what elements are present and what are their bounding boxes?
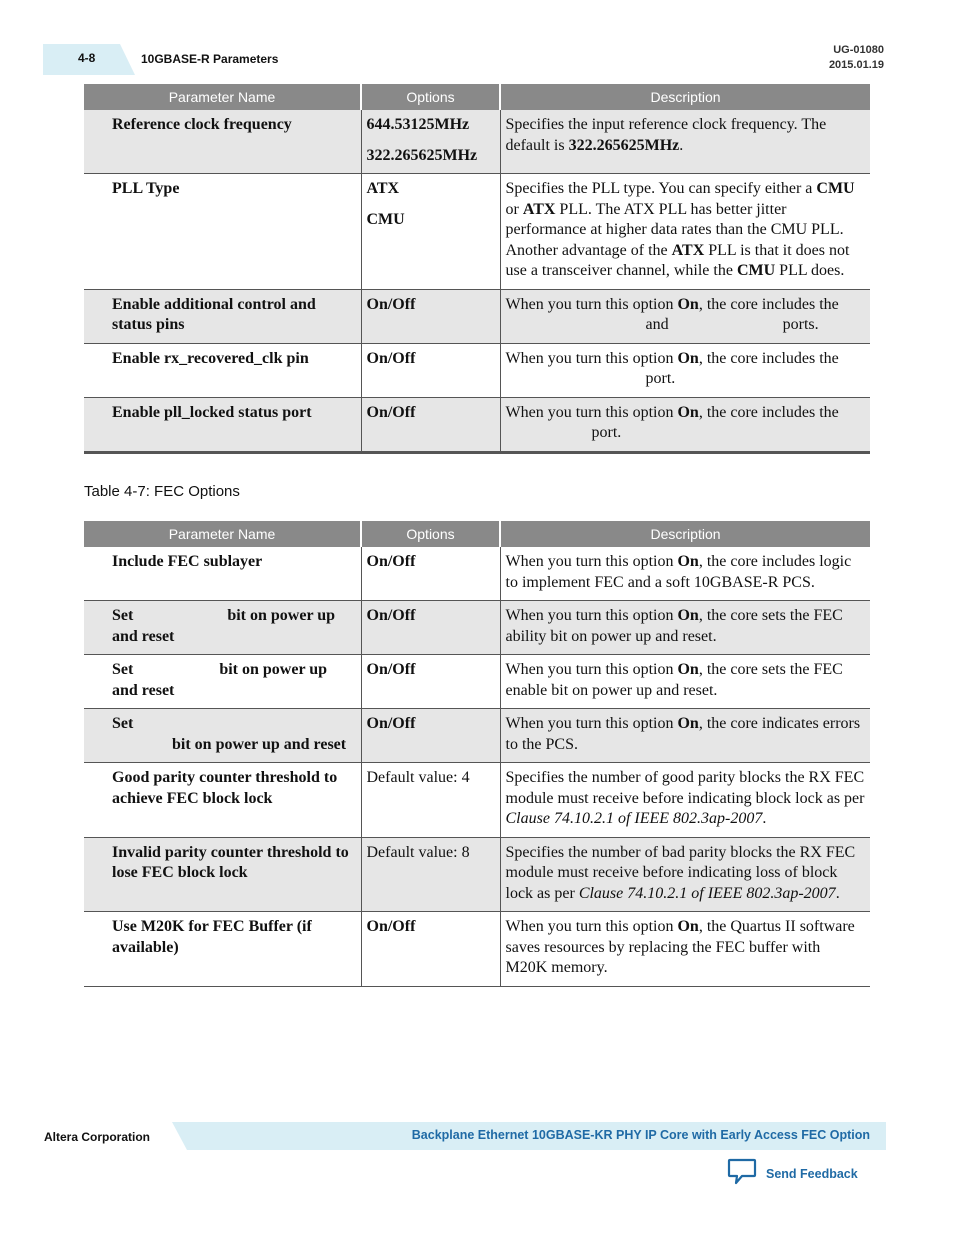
table-row <box>84 912 870 987</box>
text-run: , the core sets the FEC enable bit on power up and reset. <box>505 661 843 699</box>
options-cell <box>361 547 500 601</box>
options-cell <box>361 343 500 397</box>
text-run: CMU <box>816 180 855 197</box>
text-run: On <box>677 715 699 732</box>
options-cell <box>361 397 500 452</box>
parameter-name-cell: Include FEC sublayer <box>84 547 361 601</box>
parameter-table <box>84 84 870 454</box>
page-number: 4-8 <box>78 51 96 65</box>
description-cell <box>500 655 870 709</box>
description-cell <box>500 174 870 290</box>
text-run: When you turn this option <box>505 607 678 624</box>
description-cell <box>500 709 870 763</box>
parameter-name-cell: Invalid parity counter threshold to lose FEC block lock <box>84 837 361 912</box>
text-run: On <box>677 918 699 935</box>
description-cell <box>500 397 870 452</box>
text-run: bit on power up and reset <box>112 661 328 699</box>
doc-meta <box>829 43 884 73</box>
fec-options-table <box>84 521 870 987</box>
option-value: On/Off <box>366 553 416 570</box>
text-run: . <box>679 136 684 154</box>
table-header-row <box>84 84 870 110</box>
text-run: , the core includes logic to implement FEC and a soft 10GBASE-R PCS. <box>505 553 852 591</box>
text-run: On <box>677 553 699 570</box>
text-run: When you turn this option <box>505 349 678 367</box>
text-run: When you turn this option <box>505 661 678 678</box>
text-run: On <box>677 403 699 421</box>
options-cell: Default value: 4 <box>361 763 500 838</box>
text-run: CMU <box>736 262 776 279</box>
text-run: port. <box>645 370 676 387</box>
parameter-name-cell <box>84 655 361 709</box>
doc-date: 2015.01.19 <box>828 59 884 71</box>
table-row <box>84 763 870 838</box>
options-cell <box>361 174 500 290</box>
text-run: On <box>677 607 699 624</box>
options-cell <box>361 912 500 987</box>
text-run: or <box>505 200 523 218</box>
option-value: On/Off <box>366 349 416 367</box>
text-run: bit on power up and reset <box>112 607 336 645</box>
parameter-name-cell: Good parity counter threshold to achieve FEC block lock <box>84 763 361 838</box>
text-run: Specifies the input reference clock frequency. The default is <box>505 116 827 154</box>
text-run: , the Quartus II software saves resources by replacing the FEC buffer with M20K memory. <box>505 918 855 976</box>
description-cell <box>500 601 870 655</box>
table-row <box>84 343 870 397</box>
text-run: When you turn this option <box>505 918 678 935</box>
option-value: On/Off <box>366 918 416 935</box>
parameter-name-cell: Use M20K for FEC Buffer (if available) <box>84 912 361 987</box>
parameter-name-cell <box>84 709 361 763</box>
options-cell <box>361 601 500 655</box>
parameter-name-cell <box>84 601 361 655</box>
text-run: , the core sets the FEC ability bit on power up and reset. <box>505 607 843 645</box>
text-run: Set <box>112 661 138 678</box>
text-run: PLL. The ATX PLL has better jitter performance at higher data rates than the CMU PLL. Another advantage of the <box>505 200 844 259</box>
text-run: Specifies the PLL type. You can specify either a <box>505 180 817 197</box>
text-run: When you turn this option <box>505 715 678 732</box>
text-run: Specifies the number of bad parity blocks the RX FEC module must receive before indicating loss of block lock as per <box>505 843 856 902</box>
options-cell <box>361 655 500 709</box>
text-run: ATX <box>522 200 556 218</box>
text-run: PLL is that it does not use a transceiver channel, while the <box>505 241 850 279</box>
table-row <box>84 601 870 655</box>
text-run: and <box>645 316 673 333</box>
parameter-name-cell: Reference clock frequency <box>84 110 361 174</box>
send-feedback-link[interactable] <box>727 1158 858 1189</box>
parameter-name-cell: Enable rx_recovered_clk pin <box>84 343 361 397</box>
text-run: 322.265625MHz <box>568 136 680 154</box>
text-run: Set <box>112 715 134 732</box>
text-run: When you turn this option <box>505 553 678 570</box>
options-cell <box>361 289 500 343</box>
text-run: When you turn this option <box>505 295 678 313</box>
parameter-name-cell: Enable pll_locked status port <box>84 397 361 452</box>
options-cell: Default value: 8 <box>361 837 500 912</box>
text-run: On <box>677 349 699 367</box>
option-value: On/Off <box>366 607 416 624</box>
text-run: . <box>835 884 840 902</box>
options-cell <box>361 709 500 763</box>
description-cell <box>500 110 870 174</box>
column-header-parameter: Parameter Name <box>84 84 361 110</box>
text-run: , the core includes the <box>698 295 839 313</box>
text-run: ports. <box>782 316 819 333</box>
option-value: 644.53125MHz <box>366 116 470 133</box>
text-run: , the core includes the <box>698 349 839 367</box>
description-cell <box>500 837 870 912</box>
column-header-description: Description <box>500 84 870 110</box>
table-header-row <box>84 521 870 547</box>
table-row <box>84 397 870 452</box>
option-value: 322.265625MHz <box>366 146 478 164</box>
table-row <box>84 547 870 601</box>
send-feedback-label: Send Feedback <box>766 1166 858 1181</box>
text-run: PLL does. <box>775 262 845 279</box>
parameter-name-cell: Enable additional control and status pins <box>84 289 361 343</box>
section-title: 10GBASE-R Parameters <box>141 52 279 66</box>
description-cell <box>500 763 870 838</box>
text-run: bit on power up and reset <box>172 735 347 753</box>
parameter-name-cell: PLL Type <box>84 174 361 290</box>
text-run: , the core indicates errors to the PCS. <box>505 715 861 753</box>
options-cell <box>361 110 500 174</box>
speech-bubble-icon <box>727 1158 757 1189</box>
column-header-parameter: Parameter Name <box>84 521 361 547</box>
text-run: Specifies the number of good parity blocks the RX FEC module must receive before indicating block lock as per <box>505 769 865 807</box>
text-run: Set <box>112 607 138 624</box>
option-value: On/Off <box>366 661 416 678</box>
company-name: Altera Corporation <box>44 1130 151 1144</box>
column-header-options: Options <box>361 521 500 547</box>
text-run: On <box>677 295 699 313</box>
text-run: . <box>762 810 767 827</box>
table-caption: Table 4-7: FEC Options <box>84 483 240 500</box>
option-value: On/Off <box>366 295 416 313</box>
table-row <box>84 655 870 709</box>
table-row <box>84 174 870 290</box>
table-row <box>84 709 870 763</box>
text-run: When you turn this option <box>505 403 678 421</box>
doc-id: UG-01080 <box>833 44 884 56</box>
table-row <box>84 110 870 174</box>
option-value: ATX <box>366 180 400 197</box>
description-cell <box>500 289 870 343</box>
column-header-options: Options <box>361 84 500 110</box>
table-row <box>84 837 870 912</box>
description-cell <box>500 547 870 601</box>
text-run: ATX <box>671 241 705 259</box>
table-row <box>84 289 870 343</box>
text-run: On <box>677 661 699 678</box>
column-header-description: Description <box>500 521 870 547</box>
description-cell <box>500 912 870 987</box>
text-run: Clause 74.10.2.1 of IEEE 802.3ap-2007 <box>578 884 836 902</box>
text-run: Clause 74.10.2.1 of IEEE 802.3ap-2007 <box>505 810 763 827</box>
option-value: On/Off <box>366 715 416 732</box>
description-cell <box>500 343 870 397</box>
option-value: On/Off <box>366 403 416 421</box>
text-run: port. <box>591 424 622 441</box>
text-run: , the core includes the <box>698 403 839 421</box>
footer-doc-title[interactable]: Backplane Ethernet 10GBASE-KR PHY IP Core with Early Access FEC Option <box>411 1128 870 1142</box>
option-value: CMU <box>366 210 405 228</box>
